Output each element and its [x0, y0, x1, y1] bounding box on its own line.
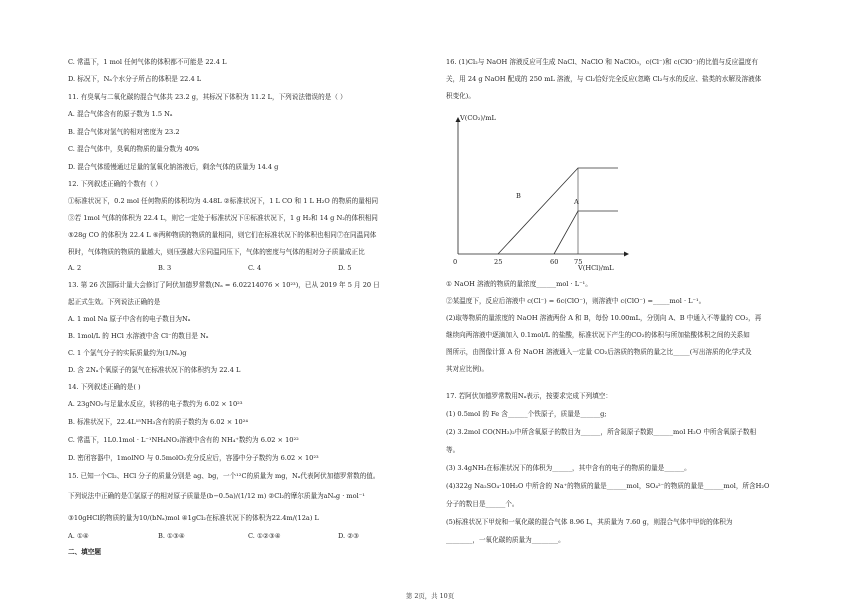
- q16-part2-cont: 其对应比例)。: [446, 365, 489, 373]
- q16-part2-cont: 图所示，由图像计算 A 份 NaOH 溶液通入一定量 CO₂后溶质的物质的量之比_____(写出溶质的化学式及: [446, 348, 752, 356]
- q16-stem: 16. (1)Cl₂与 NaOH 溶液反应可生成 NaCl、NaClO 和 NaClO₃，c(Cl⁻)和 c(ClO⁻)的比值与反应温度有: [446, 58, 758, 66]
- q17-part3: (3) 3.4gNH₃在标准状况下的体积为______，其中含有的电子的物质的量是______。: [446, 464, 691, 472]
- section-heading: 二、填空题: [68, 548, 101, 556]
- q15-option: D. ②③: [338, 532, 360, 540]
- q15-option: C. ①②③④: [248, 532, 281, 540]
- q12-statement-line: ①标准状况下，0.2 mol 任何物质的体积均为 4.48L ②标准状况下，1 L CO 和 1 L H₂O 的物质的量相同: [68, 197, 379, 205]
- q13-option-b: B. 1mol/L 的 HCl 水溶液中含 Cl⁻的数目是 Nₐ: [68, 332, 209, 340]
- co2-hcl-chart: [446, 108, 686, 278]
- q14-option-d: D. 密闭容器中，1molNO 与 0.5molO₂充分反应后，容器中分子数约为 6.02 × 10²³: [68, 454, 319, 462]
- q14-option-b: B. 标准状况下，22.4L¹⁵NH₃含有的质子数约为 6.02 × 10²⁴: [68, 418, 249, 426]
- x-axis-label: V(HCl)/mL: [578, 264, 614, 272]
- q14-option-a: A. 23gNO₂与足量水反应，转移的电子数约为 6.02 × 10²³: [68, 400, 243, 408]
- q12-option: B. 3: [158, 264, 172, 272]
- x-tick-label: 60: [550, 258, 559, 266]
- origin-label: 0: [453, 258, 458, 266]
- q14-option-c: C. 常温下，1L0.1mol · L⁻¹NH₄NO₃溶液中含有的 NH₄⁺数约为 6.02 × 10²²: [68, 436, 299, 444]
- q17-part2: (2) 3.2mol CO(NH₂)₂中所含氧原子的数目为______，所含氮原子数跟______mol H₂O 中所含氧原子数相: [446, 428, 757, 436]
- q13-option-d: D. 含 2Nₐ个氧原子的氯气在标准状况下的体积约为 22.4 L: [68, 366, 241, 374]
- x-axis-arrow: [624, 252, 629, 257]
- q14-stem: 14. 下列叙述正确的是( ): [68, 383, 141, 391]
- q17-part4: (4)322g Na₂SO₄·10H₂O 中所含的 Na⁺的物质的量是______mol，SO₄²⁻的物质的量是______mol，所含H₂O: [446, 482, 770, 490]
- q13-option-a: A. 1 mol Na 原子中含有的电子数目为Nₐ: [68, 315, 191, 323]
- q17-part5: (5)标准状况下甲烷和一氧化碳的混合气体 8.96 L，其质量为 7.60 g，则混合气体中甲烷的体积为: [446, 518, 733, 526]
- q15-statement-line: 下列说法中正确的是①氯原子的相对原子质量是(b−0.5a)/(1/12 m) ②Cl₂的摩尔质量为aNₐg · mol⁻¹: [68, 492, 365, 500]
- q16-stem-cont: 积变化)。: [446, 92, 475, 100]
- q17-part4-cont: 分子的数目是______个。: [446, 500, 519, 508]
- q15-option: B. ①③④: [158, 532, 185, 540]
- q13-stem-cont: 起正式生效。下列说法正确的是: [68, 298, 161, 306]
- series-a-label: A: [574, 198, 579, 206]
- q13-stem: 13. 第 26 次国际计量大会修订了阿伏加德罗常数(Nₐ = 6.02214076 × 10²³)，已从 2019 年 5 月 20 日: [68, 281, 380, 289]
- x-tick-label: 25: [494, 258, 503, 266]
- q12-option: D. 5: [338, 264, 352, 272]
- q12-stem: 12. 下列叙述正确的个数有（ ）: [68, 180, 162, 188]
- q12-option: A. 2: [68, 264, 82, 272]
- series-line-a: [554, 211, 618, 254]
- q17-part5-cont: ________，一氧化碳的质量为________。: [446, 536, 565, 544]
- q13-option-c: C. 1 个氯气分子的实际质量约为(1/Nₐ)g: [68, 349, 187, 357]
- q11-option-c: C. 混合气体中，臭氧的物质的量分数为 40%: [68, 145, 200, 153]
- page-footer: 第 2页，共 10页: [405, 592, 455, 600]
- chart-axes: [456, 117, 630, 257]
- q16-part2-cont: 继续向两溶液中逐滴加入 0.1mol/L 的盐酸，标准状况下产生的CO₂的体积与所加盐酸体积之间的关系如: [446, 331, 750, 339]
- q17-stem: 17. 若阿伏加德罗常数用Nₐ表示，按要求完成下列填空：: [446, 392, 612, 400]
- q17-part1: (1) 0.5mol 的 Fe 含______个铁原子，质量是______g;: [446, 410, 607, 418]
- q12-statement-line: 积时，气体物质的物质的量越大，则压强越大⑧同温同压下，气体的密度与气体的相对分子质量成正比: [68, 248, 365, 256]
- q17-part2-cont: 等。: [446, 446, 460, 454]
- q16-stem-cont: 关，用 24 g NaOH 配成的 250 mL 溶液，与 Cl₂恰好完全反应(忽略 Cl₂与水的反应、盐类的水解及溶液体: [446, 75, 762, 83]
- q15-statement-line: ③10gHCl的物质的量为10/(bNₐ)mol ④1gCl₂在标准状况下的体积为22.4m/(12a) L: [68, 514, 319, 522]
- q10-option-c: C. 常温下，1 mol 任何气体的体积都不可能是 22.4 L: [68, 58, 227, 66]
- q11-option-a: A. 混合气体含有的原子数为 1.5 Nₐ: [68, 110, 173, 118]
- y-axis-label: V(CO₂)/mL: [460, 114, 496, 122]
- x-tick-label: 75: [574, 258, 583, 266]
- q15-option: A. ①④: [68, 532, 89, 540]
- q15-stem: 15. 已知一个Cl₂、HCl 分子的质量分别是 ag、bg，一个¹²C的质量为 mg，Nₐ代表阿伏加德罗常数的值。: [68, 472, 380, 480]
- q12-statement-line: ③若 1mol 气体的体积为 22.4 L，则它一定处于标准状况下④标准状况下，1 g H₂和 14 g N₂的体积相同: [68, 214, 378, 222]
- q11-option-b: B. 混合气体对氢气的相对密度为 23.2: [68, 128, 180, 136]
- q16-part1-a: ① NaOH 溶液的物质的量浓度______mol · L⁻¹。: [446, 280, 592, 288]
- q11-option-d: D. 混合气体缓慢通过足量的氢氧化钠溶液后，剩余气体的质量为 14.4 g: [68, 163, 279, 171]
- series-b-label: B: [516, 192, 521, 200]
- q10-option-d: D. 标况下，Nₐ个水分子所占的体积是 22.4 L: [68, 75, 202, 83]
- q11-stem: 11. 有臭氧与二氧化碳的混合气体共 23.2 g，其标况下体积为 11.2 L，下列说法错误的是（ ）: [68, 93, 347, 101]
- q16-part2: (2)取等物质的量浓度的 NaOH 溶液两份 A 和 B，每份 10.00mL，分别向 A、B 中通入不等量的 CO₂，再: [446, 314, 762, 322]
- q16-part1-b: ②某温度下，反应后溶液中 c(Cl⁻) = 6c(ClO⁻)，则溶液中 c(ClO⁻) =_____mol · L⁻¹。: [446, 297, 706, 305]
- q12-statement-line: ⑤28g CO 的体积为 22.4 L ⑥两种物质的物质的量相同，则它们在标准状况下的体积也相同⑦在同温同体: [68, 231, 377, 239]
- q12-option: C. 4: [248, 264, 262, 272]
